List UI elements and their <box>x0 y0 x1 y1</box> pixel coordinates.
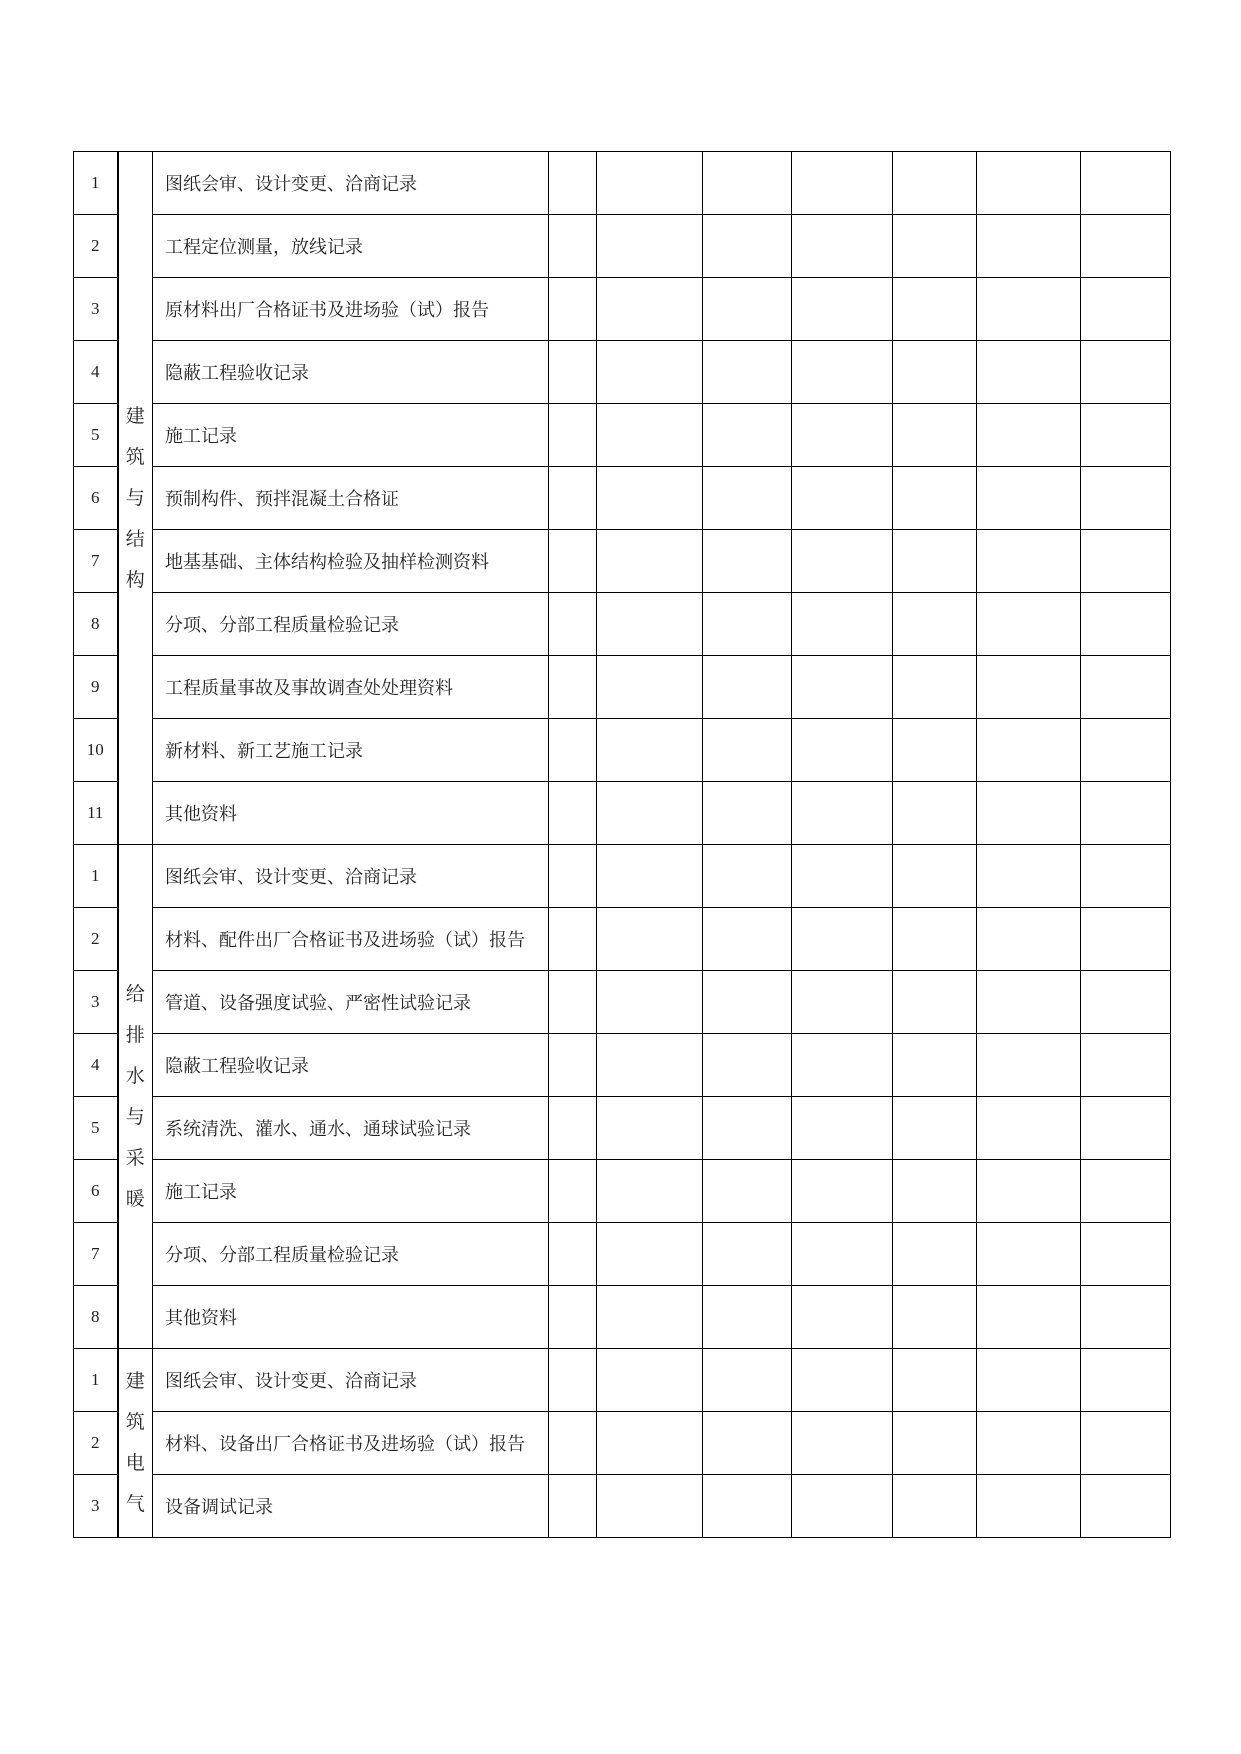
table-row <box>74 467 1171 530</box>
blank-cell <box>792 152 893 215</box>
blank-cell <box>597 593 703 656</box>
blank-cell <box>792 1034 893 1097</box>
blank-cell <box>703 341 792 404</box>
blank-cell <box>1081 782 1171 845</box>
row-number: 11 <box>74 782 118 845</box>
row-number: 10 <box>74 719 118 782</box>
blank-cell <box>893 845 977 908</box>
record-item-name: 新材料、新工艺施工记录 <box>153 719 549 782</box>
blank-cell <box>1081 530 1171 593</box>
blank-cell <box>1081 656 1171 719</box>
blank-cell <box>549 971 597 1034</box>
blank-cell <box>893 404 977 467</box>
blank-cell <box>703 719 792 782</box>
blank-cell <box>893 1034 977 1097</box>
blank-cell <box>597 1286 703 1349</box>
record-item-name: 原材料出厂合格证书及进场验（试）报告 <box>153 278 549 341</box>
blank-cell <box>893 908 977 971</box>
blank-cell <box>792 341 893 404</box>
blank-cell <box>549 530 597 593</box>
table-row <box>74 1475 1171 1538</box>
table-row <box>74 530 1171 593</box>
row-number: 2 <box>74 215 118 278</box>
table-row <box>74 908 1171 971</box>
category-char: 建 <box>125 1370 145 1392</box>
row-number: 4 <box>74 341 118 404</box>
category-text <box>119 396 153 601</box>
blank-cell <box>977 1412 1081 1475</box>
table-row <box>74 1286 1171 1349</box>
blank-cell <box>703 908 792 971</box>
category-char: 排 <box>125 1023 145 1046</box>
record-item-name: 施工记录 <box>153 404 549 467</box>
blank-cell <box>893 152 977 215</box>
blank-cell <box>792 971 893 1034</box>
table-row <box>74 656 1171 719</box>
blank-cell <box>703 530 792 593</box>
blank-cell <box>549 1097 597 1160</box>
blank-cell <box>893 530 977 593</box>
category-char: 与 <box>125 486 145 509</box>
blank-cell <box>597 152 703 215</box>
blank-cell <box>1081 971 1171 1034</box>
blank-cell <box>597 719 703 782</box>
blank-cell <box>549 341 597 404</box>
blank-cell <box>977 215 1081 278</box>
table-row <box>74 782 1171 845</box>
row-number: 1 <box>74 845 118 908</box>
document-page <box>73 151 1170 1558</box>
blank-cell <box>792 1097 893 1160</box>
blank-cell <box>893 278 977 341</box>
blank-cell <box>549 278 597 341</box>
blank-cell <box>792 593 893 656</box>
blank-cell <box>549 908 597 971</box>
blank-cell <box>1081 152 1171 215</box>
record-item-name: 管道、设备强度试验、严密性试验记录 <box>153 971 549 1034</box>
record-item-name: 施工记录 <box>153 1160 549 1223</box>
table-row <box>74 1097 1171 1160</box>
blank-cell <box>549 1349 597 1412</box>
blank-cell <box>703 1160 792 1223</box>
record-item-name: 分项、分部工程质量检验记录 <box>153 1223 549 1286</box>
blank-cell <box>597 530 703 593</box>
table-row <box>74 278 1171 341</box>
record-item-name: 材料、配件出厂合格证书及进场验（试）报告 <box>153 908 549 971</box>
blank-cell <box>1081 1034 1171 1097</box>
blank-cell <box>977 530 1081 593</box>
blank-cell <box>597 1034 703 1097</box>
blank-cell <box>792 467 893 530</box>
blank-cell <box>977 152 1081 215</box>
blank-cell <box>703 404 792 467</box>
blank-cell <box>893 467 977 530</box>
table-row <box>74 1412 1171 1475</box>
table-row <box>74 1160 1171 1223</box>
records-table <box>73 151 1171 1538</box>
blank-cell <box>977 593 1081 656</box>
blank-cell <box>703 1349 792 1412</box>
blank-cell <box>703 1286 792 1349</box>
blank-cell <box>792 719 893 782</box>
blank-cell <box>893 1097 977 1160</box>
category-text <box>119 974 153 1220</box>
row-number: 1 <box>74 152 118 215</box>
table-row <box>74 1034 1171 1097</box>
blank-cell <box>703 1475 792 1538</box>
table-body <box>74 152 1171 1538</box>
category-text <box>119 1361 153 1525</box>
blank-cell <box>1081 467 1171 530</box>
blank-cell <box>549 782 597 845</box>
category-char: 筑 <box>125 1411 145 1433</box>
record-item-name: 工程质量事故及事故调查处处理资料 <box>153 656 549 719</box>
blank-cell <box>597 1097 703 1160</box>
blank-cell <box>549 1160 597 1223</box>
blank-cell <box>549 593 597 656</box>
blank-cell <box>1081 908 1171 971</box>
row-number: 3 <box>74 278 118 341</box>
blank-cell <box>977 1160 1081 1223</box>
table-row <box>74 593 1171 656</box>
blank-cell <box>893 656 977 719</box>
blank-cell <box>597 1223 703 1286</box>
table-row <box>74 215 1171 278</box>
row-number: 6 <box>74 467 118 530</box>
blank-cell <box>893 593 977 656</box>
blank-cell <box>1081 341 1171 404</box>
table-row <box>74 719 1171 782</box>
blank-cell <box>597 782 703 845</box>
blank-cell <box>792 656 893 719</box>
blank-cell <box>792 1160 893 1223</box>
category-char: 气 <box>125 1493 145 1515</box>
table-row <box>74 341 1171 404</box>
blank-cell <box>597 845 703 908</box>
blank-cell <box>792 404 893 467</box>
blank-cell <box>703 845 792 908</box>
record-item-name: 其他资料 <box>153 1286 549 1349</box>
table-row <box>74 152 1171 215</box>
category-char: 结 <box>125 527 145 550</box>
record-item-name: 设备调试记录 <box>153 1475 549 1538</box>
blank-cell <box>703 1223 792 1286</box>
blank-cell <box>597 1412 703 1475</box>
blank-cell <box>549 719 597 782</box>
category-char: 水 <box>125 1064 145 1087</box>
row-number: 3 <box>74 971 118 1034</box>
record-item-name: 地基基础、主体结构检验及抽样检测资料 <box>153 530 549 593</box>
blank-cell <box>549 656 597 719</box>
blank-cell <box>977 845 1081 908</box>
blank-cell <box>703 593 792 656</box>
blank-cell <box>703 278 792 341</box>
blank-cell <box>893 1286 977 1349</box>
blank-cell <box>597 278 703 341</box>
category-label <box>118 1349 153 1538</box>
row-number: 2 <box>74 1412 118 1475</box>
blank-cell <box>703 656 792 719</box>
blank-cell <box>792 1475 893 1538</box>
record-item-name: 分项、分部工程质量检验记录 <box>153 593 549 656</box>
row-number: 6 <box>74 1160 118 1223</box>
row-number: 3 <box>74 1475 118 1538</box>
blank-cell <box>977 1223 1081 1286</box>
blank-cell <box>703 467 792 530</box>
record-item-name: 预制构件、预拌混凝土合格证 <box>153 467 549 530</box>
blank-cell <box>792 1412 893 1475</box>
table-row <box>74 1223 1171 1286</box>
blank-cell <box>1081 215 1171 278</box>
blank-cell <box>893 1349 977 1412</box>
blank-cell <box>977 341 1081 404</box>
blank-cell <box>977 1286 1081 1349</box>
category-char: 与 <box>125 1105 145 1128</box>
blank-cell <box>549 1034 597 1097</box>
blank-cell <box>792 1349 893 1412</box>
blank-cell <box>893 1412 977 1475</box>
category-label <box>118 152 153 845</box>
blank-cell <box>549 215 597 278</box>
blank-cell <box>893 1475 977 1538</box>
blank-cell <box>977 656 1081 719</box>
blank-cell <box>549 1223 597 1286</box>
blank-cell <box>1081 719 1171 782</box>
category-label <box>118 845 153 1349</box>
blank-cell <box>893 1223 977 1286</box>
blank-cell <box>893 341 977 404</box>
record-item-name: 其他资料 <box>153 782 549 845</box>
blank-cell <box>977 278 1081 341</box>
blank-cell <box>549 467 597 530</box>
row-number: 8 <box>74 1286 118 1349</box>
blank-cell <box>1081 1097 1171 1160</box>
category-char: 构 <box>125 568 145 591</box>
blank-cell <box>977 404 1081 467</box>
blank-cell <box>597 1349 703 1412</box>
blank-cell <box>703 152 792 215</box>
blank-cell <box>549 1475 597 1538</box>
table-row <box>74 404 1171 467</box>
category-char: 暖 <box>125 1187 145 1210</box>
category-char: 建 <box>125 404 145 427</box>
blank-cell <box>792 845 893 908</box>
blank-cell <box>1081 1349 1171 1412</box>
blank-cell <box>893 782 977 845</box>
blank-cell <box>597 467 703 530</box>
row-number: 1 <box>74 1349 118 1412</box>
blank-cell <box>792 782 893 845</box>
blank-cell <box>792 1286 893 1349</box>
blank-cell <box>893 719 977 782</box>
blank-cell <box>703 1097 792 1160</box>
blank-cell <box>1081 1286 1171 1349</box>
blank-cell <box>977 719 1081 782</box>
blank-cell <box>597 1475 703 1538</box>
record-item-name: 系统清洗、灌水、通水、通球试验记录 <box>153 1097 549 1160</box>
blank-cell <box>792 1223 893 1286</box>
row-number: 7 <box>74 1223 118 1286</box>
record-item-name: 隐蔽工程验收记录 <box>153 1034 549 1097</box>
blank-cell <box>1081 1475 1171 1538</box>
blank-cell <box>1081 845 1171 908</box>
blank-cell <box>597 341 703 404</box>
blank-cell <box>597 215 703 278</box>
blank-cell <box>977 782 1081 845</box>
blank-cell <box>549 1286 597 1349</box>
record-item-name: 隐蔽工程验收记录 <box>153 341 549 404</box>
blank-cell <box>893 971 977 1034</box>
blank-cell <box>597 1160 703 1223</box>
blank-cell <box>792 908 893 971</box>
blank-cell <box>597 908 703 971</box>
blank-cell <box>703 1034 792 1097</box>
blank-cell <box>977 1034 1081 1097</box>
row-number: 2 <box>74 908 118 971</box>
record-item-name: 材料、设备出厂合格证书及进场验（试）报告 <box>153 1412 549 1475</box>
blank-cell <box>549 845 597 908</box>
record-item-name: 工程定位测量，放线记录 <box>153 215 549 278</box>
table-row <box>74 1349 1171 1412</box>
blank-cell <box>597 404 703 467</box>
blank-cell <box>977 1349 1081 1412</box>
blank-cell <box>977 1475 1081 1538</box>
blank-cell <box>792 278 893 341</box>
category-char: 给 <box>125 982 145 1005</box>
blank-cell <box>597 971 703 1034</box>
blank-cell <box>1081 1160 1171 1223</box>
blank-cell <box>1081 1412 1171 1475</box>
blank-cell <box>792 215 893 278</box>
table-row <box>74 971 1171 1034</box>
blank-cell <box>549 152 597 215</box>
blank-cell <box>703 1412 792 1475</box>
row-number: 9 <box>74 656 118 719</box>
blank-cell <box>597 656 703 719</box>
category-char: 电 <box>125 1452 145 1474</box>
blank-cell <box>703 971 792 1034</box>
blank-cell <box>977 908 1081 971</box>
blank-cell <box>977 467 1081 530</box>
blank-cell <box>1081 1223 1171 1286</box>
category-char: 采 <box>125 1146 145 1169</box>
blank-cell <box>703 782 792 845</box>
blank-cell <box>893 215 977 278</box>
blank-cell <box>977 1097 1081 1160</box>
row-number: 4 <box>74 1034 118 1097</box>
table-row <box>74 845 1171 908</box>
row-number: 8 <box>74 593 118 656</box>
blank-cell <box>1081 593 1171 656</box>
record-item-name: 图纸会审、设计变更、洽商记录 <box>153 1349 549 1412</box>
blank-cell <box>1081 404 1171 467</box>
row-number: 5 <box>74 404 118 467</box>
record-item-name: 图纸会审、设计变更、洽商记录 <box>153 152 549 215</box>
blank-cell <box>893 1160 977 1223</box>
record-item-name: 图纸会审、设计变更、洽商记录 <box>153 845 549 908</box>
row-number: 5 <box>74 1097 118 1160</box>
row-number: 7 <box>74 530 118 593</box>
blank-cell <box>792 530 893 593</box>
category-char: 筑 <box>125 445 145 468</box>
blank-cell <box>703 215 792 278</box>
blank-cell <box>549 404 597 467</box>
blank-cell <box>1081 278 1171 341</box>
blank-cell <box>549 1412 597 1475</box>
blank-cell <box>977 971 1081 1034</box>
